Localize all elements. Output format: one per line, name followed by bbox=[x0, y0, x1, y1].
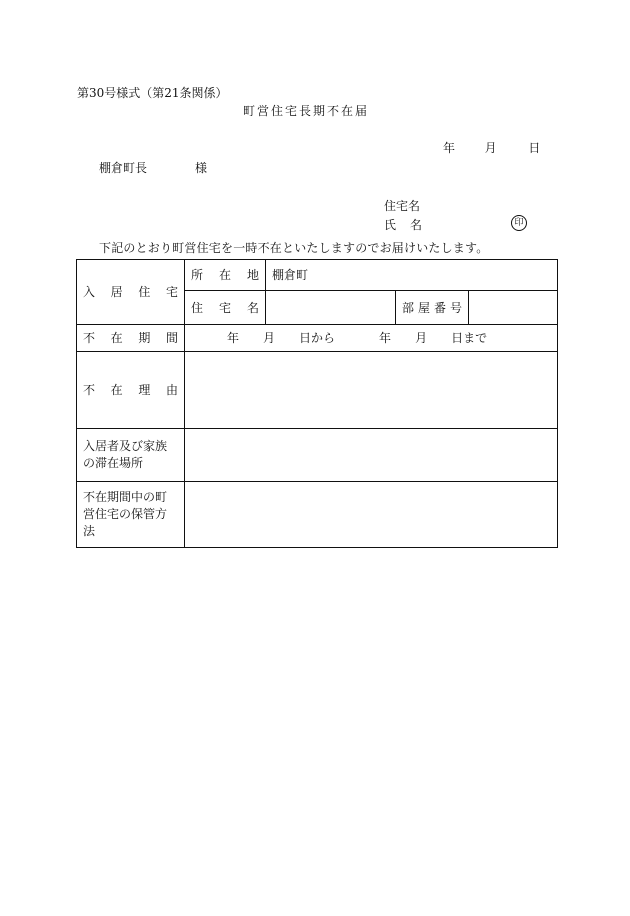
absence-reason-field[interactable] bbox=[185, 352, 558, 429]
date-day: 日 bbox=[528, 141, 541, 155]
house-name-field[interactable] bbox=[266, 291, 396, 325]
period-month-2: 月 bbox=[415, 331, 428, 345]
absence-period-label: 不 在 期 間 bbox=[77, 325, 185, 352]
location-label: 所 在 地 bbox=[185, 260, 266, 291]
period-day-to: 日まで bbox=[451, 331, 488, 345]
absence-period-field[interactable] bbox=[185, 325, 558, 352]
recipient-name: 棚倉町長 bbox=[99, 161, 148, 175]
period-month-1: 月 bbox=[263, 331, 276, 345]
resident-label: 入 居 住 宅 bbox=[77, 260, 185, 325]
room-number-field[interactable] bbox=[469, 291, 558, 325]
intro-text: 下記のとおり町営住宅を一時不在といたしますのでお届けいたします。 bbox=[99, 241, 489, 255]
residence-field[interactable] bbox=[185, 429, 558, 482]
room-number-label: 部 屋 番 号 bbox=[396, 291, 469, 325]
applicant-name-label bbox=[384, 218, 422, 232]
storage-method-label: 不在期間中の町営住宅の保管方法 bbox=[77, 482, 185, 548]
recipient bbox=[99, 161, 207, 175]
name-label-1: 氏 bbox=[384, 218, 397, 232]
residence-label: 入居者及び家族の滞在場所 bbox=[77, 429, 185, 482]
house-name-label: 住 宅 名 bbox=[185, 291, 266, 325]
form-number: 第30号様式（第21条関係） bbox=[77, 86, 228, 100]
date-year: 年 bbox=[443, 141, 456, 155]
date-line bbox=[443, 141, 540, 155]
storage-method-field[interactable] bbox=[185, 482, 558, 548]
name-label-2: 名 bbox=[410, 218, 423, 232]
period-day-from: 日から bbox=[299, 331, 336, 345]
notice-table bbox=[76, 259, 558, 548]
period-year-1: 年 bbox=[227, 331, 240, 345]
recipient-honorific: 様 bbox=[195, 161, 208, 175]
location-field[interactable]: 棚倉町 bbox=[266, 260, 558, 291]
applicant-address-label: 住宅名 bbox=[384, 199, 421, 213]
seal-icon: 印 bbox=[511, 215, 527, 231]
absence-reason-label: 不 在 理 由 bbox=[77, 352, 185, 429]
period-year-2: 年 bbox=[379, 331, 392, 345]
date-month: 月 bbox=[484, 141, 497, 155]
document-title: 町営住宅長期不在届 bbox=[243, 104, 370, 118]
